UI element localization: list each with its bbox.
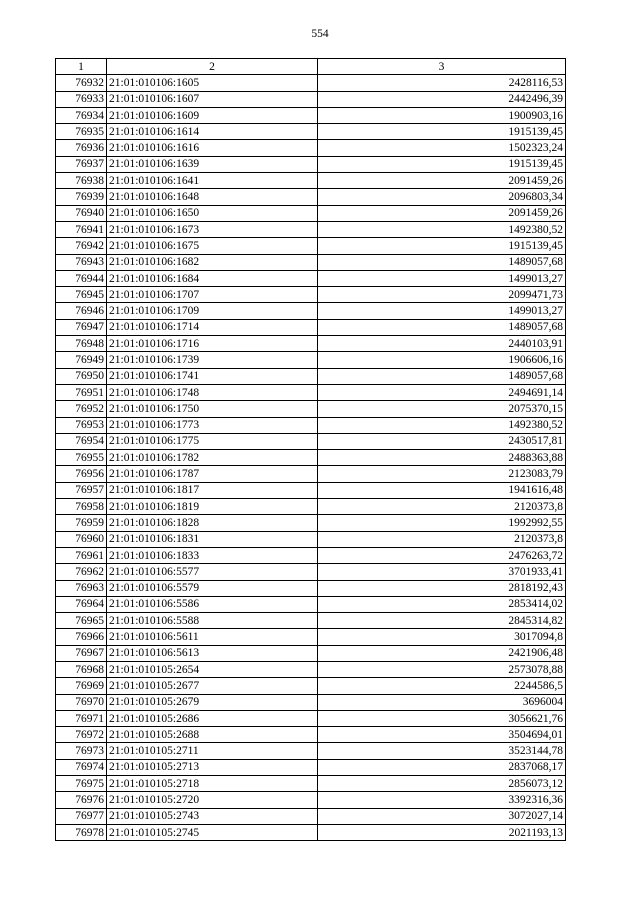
cadastral-number-cell: 21:01:010105:2686 bbox=[107, 710, 318, 726]
cadastral-number-cell: 21:01:010106:5611 bbox=[107, 629, 318, 645]
table-row bbox=[56, 156, 566, 172]
row-number-cell: 76972 bbox=[56, 727, 107, 743]
row-number-cell: 76975 bbox=[56, 776, 107, 792]
row-number-cell: 76970 bbox=[56, 694, 107, 710]
row-number-cell: 76937 bbox=[56, 156, 107, 172]
table-row bbox=[56, 140, 566, 156]
cadastral-number-cell: 21:01:010106:1739 bbox=[107, 352, 318, 368]
row-number-cell: 76939 bbox=[56, 189, 107, 205]
cadastral-number-cell: 21:01:010106:1707 bbox=[107, 287, 318, 303]
cadastral-number-cell: 21:01:010106:1682 bbox=[107, 254, 318, 270]
table-row bbox=[56, 515, 566, 531]
table-row bbox=[56, 596, 566, 612]
table-row bbox=[56, 499, 566, 515]
table-row bbox=[56, 645, 566, 661]
table-row bbox=[56, 336, 566, 352]
cadastral-value-cell: 2430517,81 bbox=[318, 433, 566, 449]
row-number-cell: 76945 bbox=[56, 287, 107, 303]
cadastral-number-cell: 21:01:010106:1614 bbox=[107, 124, 318, 140]
cadastral-number-cell: 21:01:010105:2679 bbox=[107, 694, 318, 710]
cadastral-number-cell: 21:01:010106:1828 bbox=[107, 515, 318, 531]
table-row bbox=[56, 417, 566, 433]
cadastral-number-cell: 21:01:010105:2654 bbox=[107, 661, 318, 677]
row-number-cell: 76964 bbox=[56, 596, 107, 612]
cadastral-value-cell: 2123083,79 bbox=[318, 466, 566, 482]
row-number-cell: 76973 bbox=[56, 743, 107, 759]
table-row bbox=[56, 661, 566, 677]
row-number-cell: 76967 bbox=[56, 645, 107, 661]
table-row bbox=[56, 531, 566, 547]
cadastral-number-cell: 21:01:010106:1709 bbox=[107, 303, 318, 319]
column-header-1: 1 bbox=[56, 59, 107, 75]
cadastral-number-cell: 21:01:010106:1716 bbox=[107, 336, 318, 352]
table-row bbox=[56, 824, 566, 840]
table-row bbox=[56, 368, 566, 384]
row-number-cell: 76946 bbox=[56, 303, 107, 319]
table-row bbox=[56, 564, 566, 580]
cadastral-number-cell: 21:01:010105:2677 bbox=[107, 678, 318, 694]
row-number-cell: 76933 bbox=[56, 91, 107, 107]
cadastral-value-cell: 2091459,26 bbox=[318, 205, 566, 221]
cadastral-value-cell: 2096803,34 bbox=[318, 189, 566, 205]
table-row bbox=[56, 107, 566, 123]
cadastral-value-cell: 1502323,24 bbox=[318, 140, 566, 156]
cadastral-number-cell: 21:01:010105:2718 bbox=[107, 776, 318, 792]
cadastral-value-cell: 3504694,01 bbox=[318, 727, 566, 743]
table-row bbox=[56, 743, 566, 759]
cadastral-number-cell: 21:01:010105:2688 bbox=[107, 727, 318, 743]
cadastral-value-cell: 1915139,45 bbox=[318, 238, 566, 254]
table-row bbox=[56, 580, 566, 596]
cadastral-value-cell: 3056621,76 bbox=[318, 710, 566, 726]
cadastral-value-cell: 2244586,5 bbox=[318, 678, 566, 694]
cadastral-number-cell: 21:01:010106:1673 bbox=[107, 221, 318, 237]
cadastral-value-cell: 1492380,52 bbox=[318, 417, 566, 433]
row-number-cell: 76934 bbox=[56, 107, 107, 123]
table-row bbox=[56, 759, 566, 775]
table-row bbox=[56, 547, 566, 563]
table-row bbox=[56, 384, 566, 400]
cadastral-value-cell: 1489057,68 bbox=[318, 368, 566, 384]
cadastral-number-cell: 21:01:010106:1648 bbox=[107, 189, 318, 205]
row-number-cell: 76953 bbox=[56, 417, 107, 433]
table-row bbox=[56, 808, 566, 824]
cadastral-value-cell: 2120373,8 bbox=[318, 531, 566, 547]
cadastral-value-cell: 3523144,78 bbox=[318, 743, 566, 759]
row-number-cell: 76948 bbox=[56, 336, 107, 352]
cadastral-value-cell: 1900903,16 bbox=[318, 107, 566, 123]
table-row bbox=[56, 466, 566, 482]
table-row bbox=[56, 189, 566, 205]
cadastral-value-cell: 1906606,16 bbox=[318, 352, 566, 368]
cadastral-value-cell: 2440103,91 bbox=[318, 336, 566, 352]
cadastral-number-cell: 21:01:010105:2711 bbox=[107, 743, 318, 759]
row-number-cell: 76978 bbox=[56, 824, 107, 840]
cadastral-value-cell: 1499013,27 bbox=[318, 270, 566, 286]
cadastral-value-cell: 3392316,36 bbox=[318, 792, 566, 808]
column-header-2: 2 bbox=[107, 59, 318, 75]
cadastral-number-cell: 21:01:010106:1782 bbox=[107, 450, 318, 466]
table-row bbox=[56, 776, 566, 792]
row-number-cell: 76974 bbox=[56, 759, 107, 775]
cadastral-number-cell: 21:01:010106:1639 bbox=[107, 156, 318, 172]
cadastral-number-cell: 21:01:010106:5588 bbox=[107, 613, 318, 629]
cadastral-value-cell: 3072027,14 bbox=[318, 808, 566, 824]
column-header-3: 3 bbox=[318, 59, 566, 75]
table-row bbox=[56, 91, 566, 107]
row-number-cell: 76936 bbox=[56, 140, 107, 156]
table-row bbox=[56, 401, 566, 417]
cadastral-number-cell: 21:01:010105:2713 bbox=[107, 759, 318, 775]
row-number-cell: 76977 bbox=[56, 808, 107, 824]
cadastral-value-cell: 2573078,88 bbox=[318, 661, 566, 677]
row-number-cell: 76949 bbox=[56, 352, 107, 368]
table-row bbox=[56, 792, 566, 808]
row-number-cell: 76958 bbox=[56, 499, 107, 515]
cadastral-value-cell: 2120373,8 bbox=[318, 499, 566, 515]
cadastral-value-cell: 3696004 bbox=[318, 694, 566, 710]
cadastral-number-cell: 21:01:010106:1750 bbox=[107, 401, 318, 417]
cadastral-value-cell: 2818192,43 bbox=[318, 580, 566, 596]
cadastral-number-cell: 21:01:010106:5577 bbox=[107, 564, 318, 580]
cadastral-value-cell: 2837068,17 bbox=[318, 759, 566, 775]
cadastral-number-cell: 21:01:010106:1609 bbox=[107, 107, 318, 123]
cadastral-number-cell: 21:01:010106:1817 bbox=[107, 482, 318, 498]
row-number-cell: 76941 bbox=[56, 221, 107, 237]
row-number-cell: 76951 bbox=[56, 384, 107, 400]
cadastral-value-cell: 2421906,48 bbox=[318, 645, 566, 661]
cadastral-value-cell: 2091459,26 bbox=[318, 173, 566, 189]
table-row bbox=[56, 482, 566, 498]
row-number-cell: 76966 bbox=[56, 629, 107, 645]
cadastral-number-cell: 21:01:010106:1675 bbox=[107, 238, 318, 254]
cadastral-number-cell: 21:01:010106:5613 bbox=[107, 645, 318, 661]
cadastral-value-cell: 2099471,73 bbox=[318, 287, 566, 303]
cadastral-number-cell: 21:01:010106:1787 bbox=[107, 466, 318, 482]
table-row bbox=[56, 678, 566, 694]
table-row bbox=[56, 319, 566, 335]
table-row bbox=[56, 287, 566, 303]
cadastral-value-cell: 2488363,88 bbox=[318, 450, 566, 466]
cadastral-value-cell: 2476263,72 bbox=[318, 547, 566, 563]
row-number-cell: 76947 bbox=[56, 319, 107, 335]
cadastral-number-cell: 21:01:010106:1773 bbox=[107, 417, 318, 433]
cadastral-value-cell: 1489057,68 bbox=[318, 254, 566, 270]
row-number-cell: 76968 bbox=[56, 661, 107, 677]
row-number-cell: 76954 bbox=[56, 433, 107, 449]
cadastral-value-cell: 1492380,52 bbox=[318, 221, 566, 237]
cadastral-number-cell: 21:01:010106:1833 bbox=[107, 547, 318, 563]
row-number-cell: 76942 bbox=[56, 238, 107, 254]
cadastral-value-cell: 2494691,14 bbox=[318, 384, 566, 400]
cadastral-number-cell: 21:01:010106:1607 bbox=[107, 91, 318, 107]
cadastral-number-cell: 21:01:010106:5579 bbox=[107, 580, 318, 596]
table-row bbox=[56, 710, 566, 726]
cadastral-value-cell: 1915139,45 bbox=[318, 124, 566, 140]
row-number-cell: 76960 bbox=[56, 531, 107, 547]
cadastral-number-cell: 21:01:010106:1741 bbox=[107, 368, 318, 384]
cadastral-number-cell: 21:01:010106:1650 bbox=[107, 205, 318, 221]
cadastral-number-cell: 21:01:010105:2743 bbox=[107, 808, 318, 824]
cadastral-value-cell: 2442496,39 bbox=[318, 91, 566, 107]
row-number-cell: 76961 bbox=[56, 547, 107, 563]
cadastral-value-cell: 1489057,68 bbox=[318, 319, 566, 335]
table-row bbox=[56, 254, 566, 270]
row-number-cell: 76965 bbox=[56, 613, 107, 629]
table-row bbox=[56, 124, 566, 140]
table-row bbox=[56, 205, 566, 221]
cadastral-number-cell: 21:01:010106:1831 bbox=[107, 531, 318, 547]
row-number-cell: 76962 bbox=[56, 564, 107, 580]
row-number-cell: 76955 bbox=[56, 450, 107, 466]
table-row bbox=[56, 75, 566, 91]
page-number: 554 bbox=[311, 28, 329, 40]
row-number-cell: 76963 bbox=[56, 580, 107, 596]
cadastral-value-cell: 2845314,82 bbox=[318, 613, 566, 629]
cadastral-number-cell: 21:01:010106:5586 bbox=[107, 596, 318, 612]
cadastral-number-cell: 21:01:010106:1775 bbox=[107, 433, 318, 449]
cadastral-number-cell: 21:01:010106:1684 bbox=[107, 270, 318, 286]
row-number-cell: 76971 bbox=[56, 710, 107, 726]
row-number-cell: 76957 bbox=[56, 482, 107, 498]
cadastral-value-cell: 1499013,27 bbox=[318, 303, 566, 319]
table-row bbox=[56, 238, 566, 254]
cadastral-number-cell: 21:01:010106:1819 bbox=[107, 499, 318, 515]
cadastral-value-cell: 2428116,53 bbox=[318, 75, 566, 91]
table-row bbox=[56, 270, 566, 286]
cadastral-number-cell: 21:01:010106:1616 bbox=[107, 140, 318, 156]
cadastral-value-cell: 1992992,55 bbox=[318, 515, 566, 531]
cadastral-value-cell: 1941616,48 bbox=[318, 482, 566, 498]
table-body bbox=[56, 75, 566, 841]
table-row bbox=[56, 173, 566, 189]
row-number-cell: 76935 bbox=[56, 124, 107, 140]
table-row bbox=[56, 352, 566, 368]
cadastral-number-cell: 21:01:010106:1714 bbox=[107, 319, 318, 335]
cadastral-number-cell: 21:01:010106:1748 bbox=[107, 384, 318, 400]
row-number-cell: 76932 bbox=[56, 75, 107, 91]
row-number-cell: 76938 bbox=[56, 173, 107, 189]
table-row bbox=[56, 629, 566, 645]
cadastral-value-cell: 2856073,12 bbox=[318, 776, 566, 792]
row-number-cell: 76969 bbox=[56, 678, 107, 694]
table-row bbox=[56, 727, 566, 743]
row-number-cell: 76940 bbox=[56, 205, 107, 221]
cadastral-value-cell: 2075370,15 bbox=[318, 401, 566, 417]
table-row bbox=[56, 433, 566, 449]
cadastral-value-cell: 1915139,45 bbox=[318, 156, 566, 172]
row-number-cell: 76952 bbox=[56, 401, 107, 417]
table-row bbox=[56, 613, 566, 629]
cadastral-value-table bbox=[55, 58, 566, 841]
cadastral-number-cell: 21:01:010105:2720 bbox=[107, 792, 318, 808]
cadastral-value-cell: 3701933,41 bbox=[318, 564, 566, 580]
cadastral-number-cell: 21:01:010106:1641 bbox=[107, 173, 318, 189]
row-number-cell: 76950 bbox=[56, 368, 107, 384]
cadastral-value-cell: 2021193,13 bbox=[318, 824, 566, 840]
row-number-cell: 76976 bbox=[56, 792, 107, 808]
table-row bbox=[56, 221, 566, 237]
row-number-cell: 76956 bbox=[56, 466, 107, 482]
table-row bbox=[56, 303, 566, 319]
header-row bbox=[56, 59, 566, 75]
cadastral-number-cell: 21:01:010106:1605 bbox=[107, 75, 318, 91]
table-row bbox=[56, 694, 566, 710]
cadastral-value-cell: 3017094,8 bbox=[318, 629, 566, 645]
table-row bbox=[56, 450, 566, 466]
cadastral-number-cell: 21:01:010105:2745 bbox=[107, 824, 318, 840]
row-number-cell: 76944 bbox=[56, 270, 107, 286]
cadastral-value-cell: 2853414,02 bbox=[318, 596, 566, 612]
row-number-cell: 76959 bbox=[56, 515, 107, 531]
row-number-cell: 76943 bbox=[56, 254, 107, 270]
